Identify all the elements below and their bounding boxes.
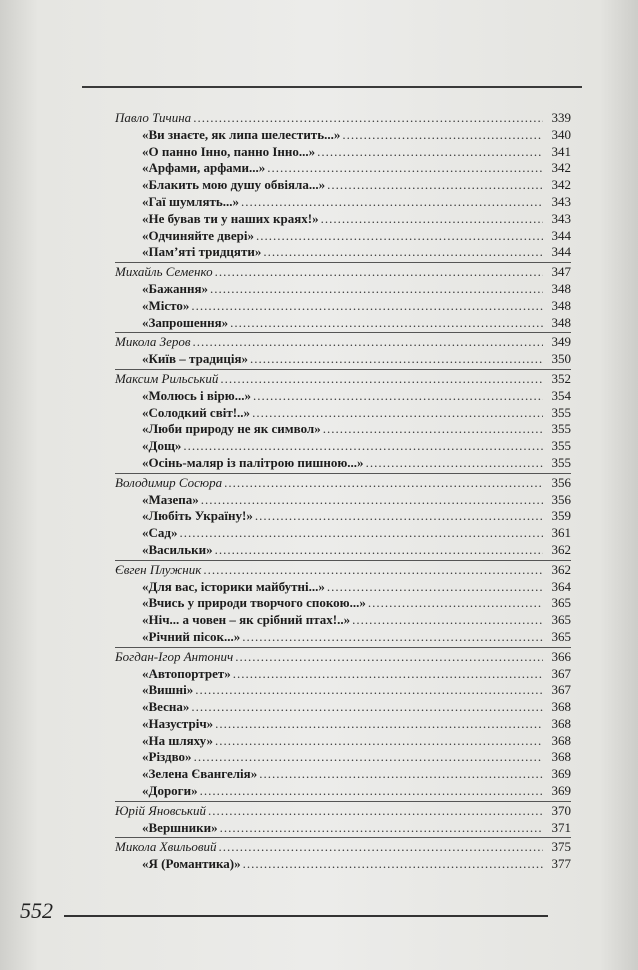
toc-poem-entry [115,666,571,683]
poem-title: «Не бував ти у наших краях!» [142,210,319,226]
dot-leader [235,649,543,666]
author-name: Микола Зеров [115,334,191,350]
poem-title: «Різдво» [142,749,192,765]
poem-title: «Київ – традиція» [142,351,249,367]
dot-leader [327,579,543,596]
toc-poem-entry [115,455,571,472]
poem-title: «Запрошення» [142,314,229,330]
dot-leader [366,455,543,472]
page-ref: 344 [551,227,571,243]
dot-leader [259,766,543,783]
dot-leader [208,803,543,820]
dot-leader [342,127,543,144]
dot-leader [224,475,543,492]
toc-poem-entry [115,783,571,800]
toc-author-entry [115,803,571,820]
page-ref: 375 [551,839,571,855]
page-ref: 340 [551,126,571,142]
page-ref: 343 [551,210,571,226]
dot-leader [195,682,543,699]
poem-title: «Одчиняйте двері» [142,227,254,243]
page-ref: 359 [551,508,571,524]
dot-leader [267,160,543,177]
dot-leader [183,438,543,455]
poem-title: «Васильки» [142,541,213,557]
poem-title: «Місто» [142,297,190,313]
poem-title: «Бажання» [142,280,209,296]
author-name: Павло Тичина [115,110,192,125]
bottom-rule [64,915,548,917]
toc-poem-entry [115,160,571,177]
toc-poem-entry [115,211,571,228]
dot-leader [263,244,543,261]
dot-leader [215,264,543,281]
poem-title: «На шляху» [142,732,213,748]
poem-title: «Пам’яті тридцяти» [142,244,262,260]
page-ref: 368 [551,749,571,765]
toc-poem-entry [115,749,571,766]
dot-leader [252,405,543,422]
page-ref: 348 [551,280,571,296]
page-ref: 343 [551,193,571,209]
toc-poem-entry [115,682,571,699]
author-name: Володимир Сосюра [115,474,223,490]
toc-poem-entry [115,579,571,596]
section-divider [115,262,571,263]
page-ref: 365 [551,612,571,628]
toc-poem-entry [115,194,571,211]
dot-leader [368,595,543,612]
toc-poem-entry [115,699,571,716]
toc-poem-entry [115,733,571,750]
poem-title: «Мазепа» [142,491,199,507]
page-ref: 367 [551,682,571,698]
toc-poem-entry [115,144,571,161]
toc-poem-entry [115,228,571,245]
page-ref: 355 [551,404,571,420]
page-ref: 369 [551,766,571,782]
poem-title: «Вершники» [142,819,218,835]
dot-leader [327,177,543,194]
page-ref: 371 [551,819,571,835]
toc-poem-entry [115,351,571,368]
poem-title: «Дощ» [142,438,182,454]
page-ref: 370 [551,802,571,818]
dot-leader [256,228,543,245]
page-number: 552 [20,898,53,923]
poem-title: «Автопортрет» [142,665,231,681]
page-ref: 348 [551,297,571,313]
dot-leader [200,783,543,800]
toc-poem-entry [115,177,571,194]
poem-title: «Гаї шумлять...» [142,193,239,209]
page-ref: 350 [551,351,571,367]
poem-title: «Весна» [142,699,190,715]
toc-poem-entry [115,716,571,733]
toc-poem-entry [115,405,571,422]
dot-leader [321,211,543,228]
page-ref: 356 [551,491,571,507]
toc-author-entry [115,649,571,666]
poem-title: «Назустріч» [142,715,214,731]
dot-leader [233,666,543,683]
page-ref: 348 [551,314,571,330]
page-ref: 355 [551,438,571,454]
toc-poem-entry [115,766,571,783]
toc-poem-entry [115,492,571,509]
poem-title: «Для вас, історики майбутні...» [142,578,325,594]
dot-leader [191,298,543,315]
page-ref: 369 [551,783,571,799]
page-ref: 361 [551,525,571,541]
dot-leader [230,315,543,332]
page-ref: 365 [551,595,571,611]
dot-leader [243,856,543,873]
poem-title: «Зелена Євангелія» [142,766,258,782]
poem-title: «Дороги» [142,783,198,799]
poem-title: «Ви знаєте, як липа шелестить...» [142,126,341,142]
dot-leader [215,733,543,750]
page-ref: 362 [551,541,571,557]
toc-poem-entry [115,438,571,455]
poem-title: «Сад» [142,525,178,541]
dot-leader [242,629,543,646]
page-ref: 377 [551,856,571,872]
dot-leader [193,110,543,127]
page-ref: 366 [551,648,571,664]
poem-title: «Солодкий світ!..» [142,404,251,420]
page-ref: 352 [551,370,571,386]
poem-title: «Вишні» [142,682,194,698]
poem-title: «Блакить мою душу обвіяла...» [142,177,326,193]
dot-leader [201,492,543,509]
poem-title: «Річний пісок...» [142,628,241,644]
poem-title: «О панно Інно, панно Інно...» [142,143,316,159]
page-ref: 341 [551,143,571,159]
page-ref: 365 [551,628,571,644]
author-name: Максим Рильський [115,370,219,386]
page-ref: 342 [551,177,571,193]
dot-leader [352,612,543,629]
page-ref: 347 [551,264,571,280]
poem-title: «Осінь-маляр із палітрою пишною...» [142,454,364,470]
toc-poem-entry [115,508,571,525]
section-divider [115,560,571,561]
dot-leader [218,839,543,856]
dot-leader [215,716,543,733]
table-of-contents [115,110,571,873]
dot-leader [210,281,543,298]
top-rule [82,86,582,88]
toc-poem-entry [115,856,571,873]
dot-leader [323,421,543,438]
dot-leader [220,820,543,837]
dot-leader [250,351,543,368]
toc-poem-entry [115,820,571,837]
section-divider [115,369,571,370]
dot-leader [220,371,543,388]
poem-title: «Я (Романтика)» [142,856,241,872]
page-ref: 355 [551,454,571,470]
dot-leader [193,334,543,351]
page-ref: 355 [551,421,571,437]
page-ref: 362 [551,561,571,577]
section-divider [115,801,571,802]
toc-poem-entry [115,281,571,298]
dot-leader [241,194,543,211]
dot-leader [179,525,543,542]
toc-author-entry [115,371,571,388]
toc-author-entry [115,475,571,492]
poem-title: «Арфами, арфами...» [142,160,266,176]
toc-poem-entry [115,298,571,315]
page-ref: 342 [551,160,571,176]
poem-title: «Люби природу не як символ» [142,421,321,437]
poem-title: «Ніч... а човен – як срібний птах!..» [142,612,351,628]
section-divider [115,837,571,838]
toc-poem-entry [115,629,571,646]
page-ref: 349 [551,334,571,350]
section-divider [115,473,571,474]
toc-author-entry [115,110,571,127]
author-name: Михайль Семенко [115,264,213,280]
page-ref: 356 [551,474,571,490]
page-ref: 344 [551,244,571,260]
dot-leader [203,562,543,579]
dot-leader [215,542,543,559]
author-name: Євген Плужник [115,561,202,577]
toc-poem-entry [115,388,571,405]
page-ref: 368 [551,732,571,748]
poem-title: «Вчись у природи творчого спокою...» [142,595,366,611]
toc-poem-entry [115,525,571,542]
dot-leader [191,699,543,716]
toc-author-entry [115,839,571,856]
toc-author-entry [115,562,571,579]
dot-leader [253,388,543,405]
dot-leader [194,749,543,766]
author-name: Микола Хвильовий [115,839,217,855]
toc-poem-entry [115,315,571,332]
poem-title: «Молюсь і вірю...» [142,387,251,403]
dot-leader [255,508,543,525]
toc-poem-entry [115,127,571,144]
toc-poem-entry [115,595,571,612]
page-ref: 354 [551,387,571,403]
toc-poem-entry [115,244,571,261]
page-ref: 364 [551,578,571,594]
author-name: Юрій Яновський [115,802,207,818]
section-divider [115,332,571,333]
poem-title: «Любіть Україну!» [142,508,253,524]
page-ref: 367 [551,665,571,681]
page-ref: 368 [551,699,571,715]
page-ref: 368 [551,715,571,731]
toc-poem-entry [115,421,571,438]
page-ref: 339 [551,110,571,125]
toc-poem-entry [115,542,571,559]
toc-author-entry [115,334,571,351]
toc-author-entry [115,264,571,281]
author-name: Богдан-Ігор Антонич [115,648,234,664]
toc-poem-entry [115,612,571,629]
dot-leader [317,144,543,161]
section-divider [115,647,571,648]
